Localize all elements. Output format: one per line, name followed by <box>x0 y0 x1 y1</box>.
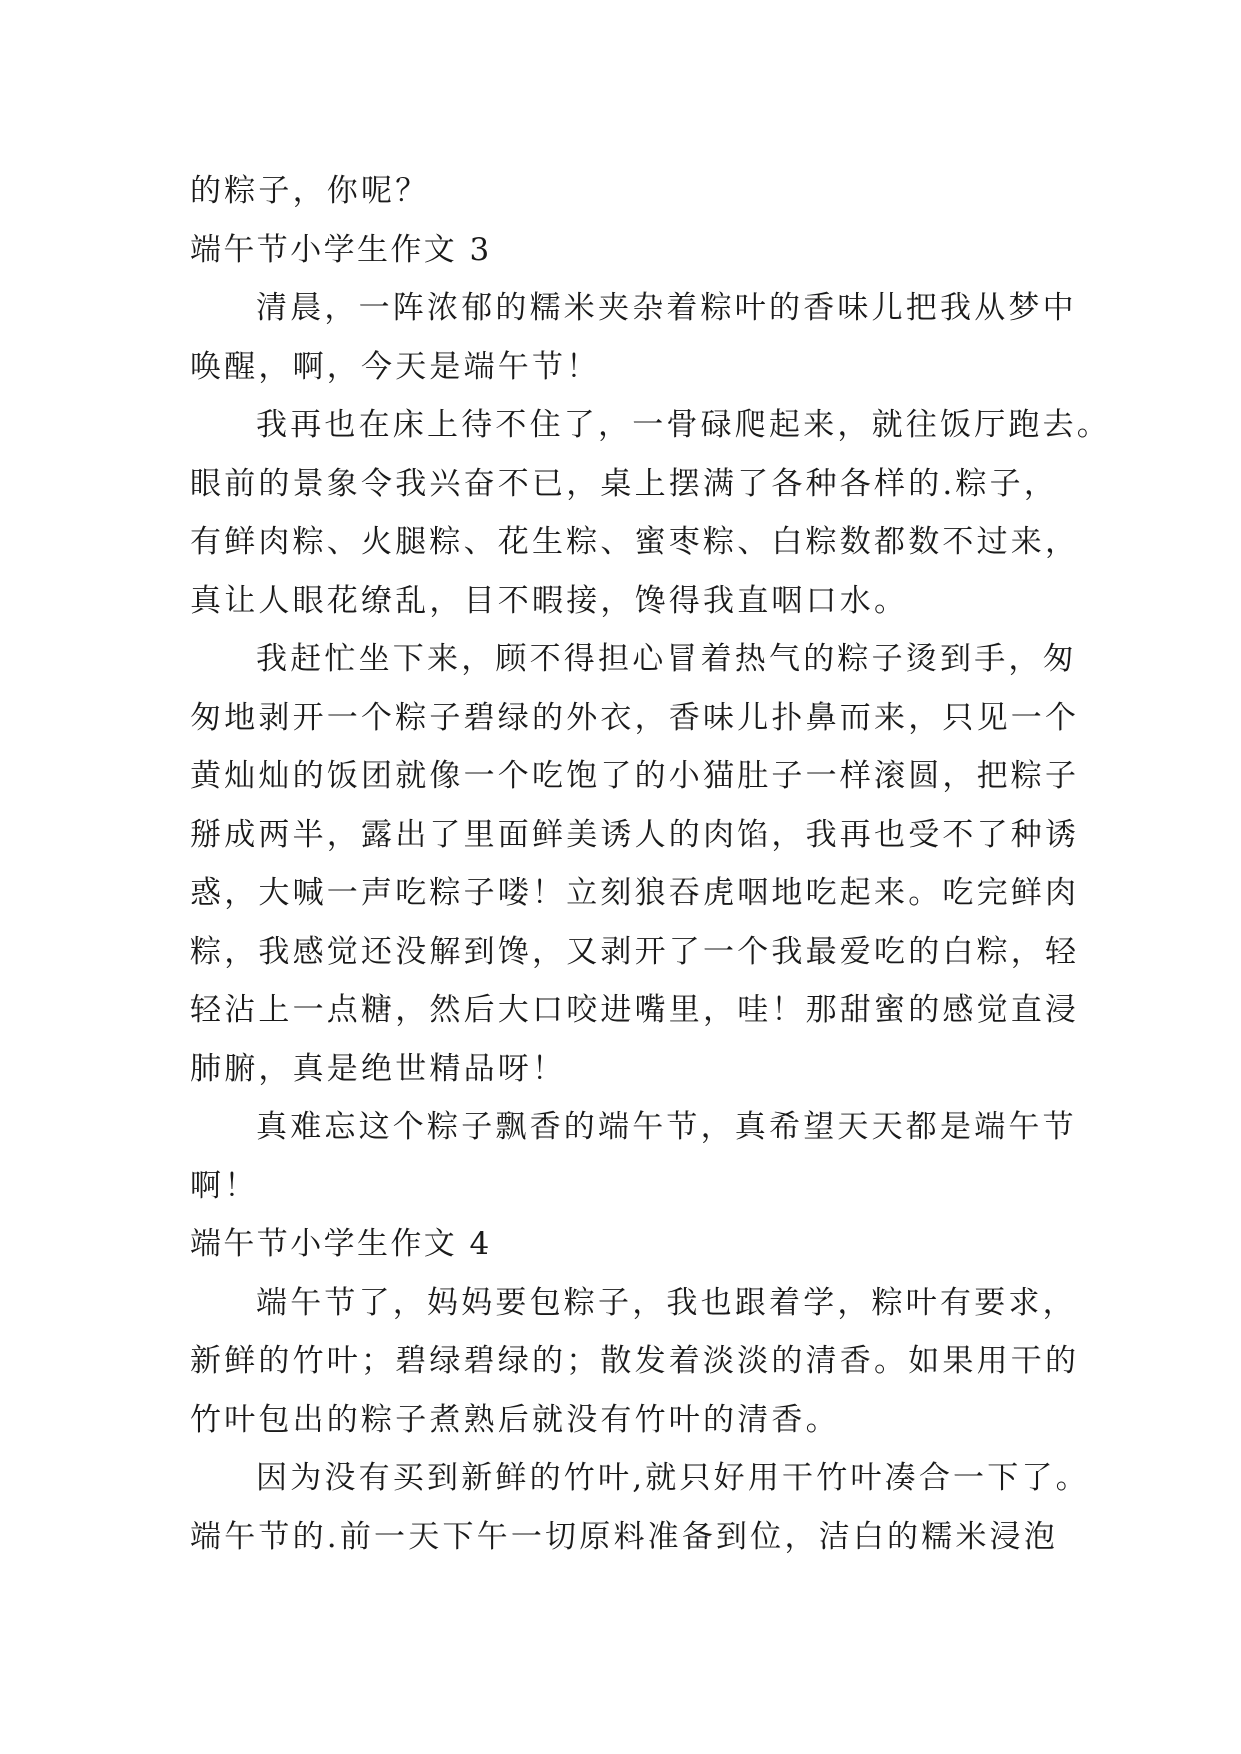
text-line: 清晨，一阵浓郁的糯米夹杂着粽叶的香味儿把我从梦中 <box>256 290 1077 326</box>
text-line: 掰成两半，露出了里面鲜美诱人的肉馅，我再也受不了种诱 <box>190 816 1080 853</box>
text-line: 惑，大喊一声吃粽子喽！立刻狼吞虎咽地吃起来。吃完鲜肉 <box>190 875 1080 911</box>
section-heading: 端午节小学生作文 3 <box>190 231 492 268</box>
text-line: 粽，我感觉还没解到馋，又剥开了一个我最爱吃的白粽，轻 <box>190 933 1080 970</box>
text-line: 的粽子，你呢？ <box>190 173 430 209</box>
document-body <box>190 162 1111 1566</box>
text-line: 有鲜肉粽、火腿粽、花生粽、蜜枣粽、白粽数都数不过来， <box>190 524 1080 560</box>
text-line: 黄灿灿的饭团就像一个吃饱了的小猫肚子一样滚圆，把粽子 <box>190 758 1080 794</box>
text-line: 新鲜的竹叶；碧绿碧绿的；散发着淡淡的清香。如果用干的 <box>190 1343 1080 1379</box>
text-line: 端午节的.前一天下午一切原料准备到位，洁白的糯米浸泡 <box>190 1518 1059 1555</box>
text-line: 匆地剥开一个粽子碧绿的外衣，香味儿扑鼻而来，只见一个 <box>190 699 1080 736</box>
text-line: 因为没有买到新鲜的竹叶,就只好用干竹叶凑合一下了。 <box>256 1460 1090 1496</box>
text-line: 肺腑，真是绝世精品呀！ <box>190 1050 567 1087</box>
section-heading: 端午节小学生作文 4 <box>190 1226 492 1262</box>
text-line: 唤醒，啊，今天是端午节！ <box>190 348 601 385</box>
text-line: 我再也在床上待不住了，一骨碌爬起来，就往饭厅跑去。 <box>256 407 1111 443</box>
text-line: 轻沾上一点糖，然后大口咬进嘴里，哇！那甜蜜的感觉直浸 <box>190 992 1080 1028</box>
text-line: 眼前的景象令我兴奋不已，桌上摆满了各种各样的.粽子， <box>190 465 1059 502</box>
text-line: 竹叶包出的粽子煮熟后就没有竹叶的清香。 <box>190 1401 840 1438</box>
text-line: 真难忘这个粽子飘香的端午节，真希望天天都是端午节 <box>256 1109 1077 1145</box>
text-line: 啊！ <box>190 1167 259 1204</box>
text-line: 真让人眼花缭乱，目不暇接，馋得我直咽口水。 <box>190 582 909 619</box>
text-line: 我赶忙坐下来，顾不得担心冒着热气的粽子烫到手，匆 <box>256 641 1077 677</box>
text-line: 端午节了，妈妈要包粽子，我也跟着学，粽叶有要求， <box>256 1284 1077 1321</box>
